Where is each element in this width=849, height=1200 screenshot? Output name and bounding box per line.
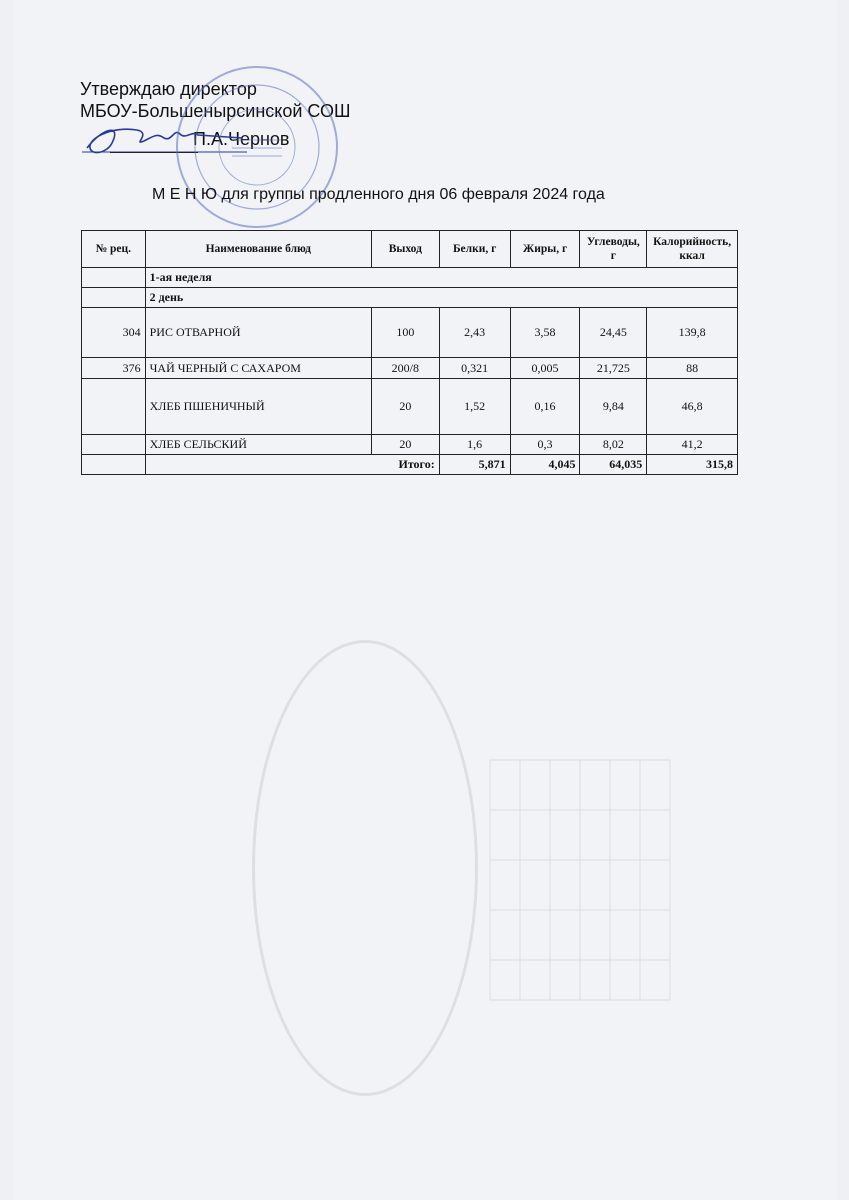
dish-fat: 3,58 xyxy=(510,308,580,358)
total-protein: 5,871 xyxy=(439,455,510,475)
dish-protein: 1,52 xyxy=(439,379,510,435)
bleed-through-chart xyxy=(480,750,680,1010)
header-protein: Белки, г xyxy=(439,231,510,268)
day-label: 2 день xyxy=(145,288,737,308)
table-row xyxy=(82,308,738,358)
total-calories: 315,8 xyxy=(647,455,738,475)
dish-protein: 0,321 xyxy=(439,358,510,379)
header-output: Выход xyxy=(371,231,439,268)
header-calories: Калорийность, ккал xyxy=(647,231,738,268)
dish-name: РИС ОТВАРНОЙ xyxy=(145,308,371,358)
school-name: МБОУ-Большенырсинской СОШ xyxy=(80,101,351,121)
dish-calories: 46,8 xyxy=(647,379,738,435)
recipe-no xyxy=(82,435,146,455)
dish-output: 200/8 xyxy=(371,358,439,379)
table-row xyxy=(82,379,738,435)
recipe-no: 376 xyxy=(82,358,146,379)
total-fat: 4,045 xyxy=(510,455,580,475)
dish-fat: 0,3 xyxy=(510,435,580,455)
week-row xyxy=(82,268,738,288)
dish-protein: 1,6 xyxy=(439,435,510,455)
day-row xyxy=(82,288,738,308)
header-dish-name: Наименование блюд xyxy=(145,231,371,268)
dish-calories: 41,2 xyxy=(647,435,738,455)
header-recipe-no: № рец. xyxy=(82,231,146,268)
dish-carbs: 21,725 xyxy=(580,358,647,379)
total-row xyxy=(82,455,738,475)
dish-output: 100 xyxy=(371,308,439,358)
approval-title: Утверждаю директор xyxy=(80,79,257,99)
dish-name: ХЛЕБ ПШЕНИЧНЫЙ xyxy=(145,379,371,435)
table-header-row xyxy=(82,231,738,268)
signatory-name: П.А.Чернов xyxy=(193,129,290,149)
header-fat: Жиры, г xyxy=(510,231,580,268)
dish-carbs: 8,02 xyxy=(580,435,647,455)
dish-fat: 0,005 xyxy=(510,358,580,379)
school-stamp xyxy=(172,62,342,232)
dish-calories: 88 xyxy=(647,358,738,379)
dish-fat: 0,16 xyxy=(510,379,580,435)
page-title: М Е Н Ю для группы продленного дня 06 февраля 2024 года xyxy=(152,186,605,203)
total-carbs: 64,035 xyxy=(580,455,647,475)
dish-carbs: 24,45 xyxy=(580,308,647,358)
dish-carbs: 9,84 xyxy=(580,379,647,435)
week-label: 1-ая неделя xyxy=(145,268,737,288)
dish-output: 20 xyxy=(371,379,439,435)
dish-output: 20 xyxy=(371,435,439,455)
header-carbs: Углеводы, г xyxy=(580,231,647,268)
menu-table xyxy=(81,230,738,475)
bleed-through-emblem xyxy=(252,640,478,1096)
dish-protein: 2,43 xyxy=(439,308,510,358)
table-row xyxy=(82,358,738,379)
recipe-no xyxy=(82,379,146,435)
dish-calories: 139,8 xyxy=(647,308,738,358)
table-row xyxy=(82,435,738,455)
recipe-no: 304 xyxy=(82,308,146,358)
dish-name: ЧАЙ ЧЕРНЫЙ С САХАРОМ xyxy=(145,358,371,379)
total-label: Итого: xyxy=(145,455,439,475)
dish-name: ХЛЕБ СЕЛЬСКИЙ xyxy=(145,435,371,455)
